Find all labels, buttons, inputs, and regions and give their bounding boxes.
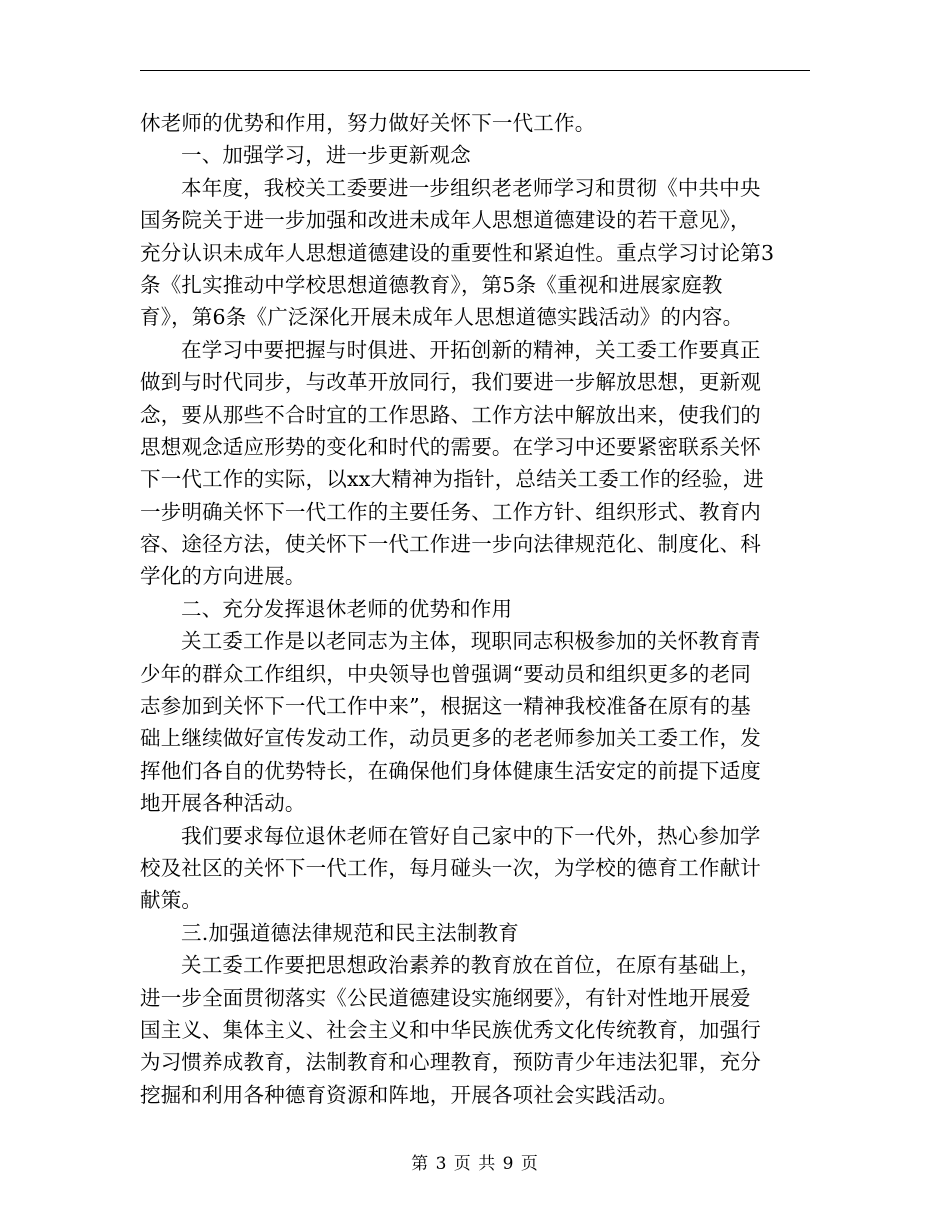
text-line: 充分认识未成年人思想道德建设的重要性和紧迫性。重点学习讨论第3 — [140, 240, 775, 265]
text-line: 下一代工作的实际，以xx大精神为指针，总结关工委工作的经验，进 — [140, 467, 764, 492]
text-line: 学化的方向进展。 — [140, 564, 306, 589]
text-line: 容、途径方法，使关怀下一代工作进一步向法律规范化、制度化、科 — [140, 532, 761, 557]
text-line: 础上继续做好宣传发动工作，动员更多的老老师参加关工委工作，发 — [140, 726, 761, 751]
text-line: 关工委工作是以老同志为主体，现职同志积极参加的关怀教育青 — [181, 629, 761, 654]
text-line: 一、加强学习，进一步更新观念 — [181, 143, 471, 168]
text-line: 本年度，我校关工委要进一步组织老老师学习和贯彻《中共中央 — [181, 175, 761, 200]
text-line: 三.加强道德法律规范和民主法制教育 — [181, 920, 519, 945]
text-line: 志参加到关怀下一代工作中来”，根据这一精神我校准备在原有的基 — [140, 694, 751, 719]
text-line: 休老师的优势和作用，努力做好关怀下一代工作。 — [140, 111, 596, 135]
text-line: 在学习中要把握与时俱进、开拓创新的精神，关工委工作要真正 — [181, 337, 761, 362]
text-line: 念，要从那些不合时宜的工作思路、工作方法中解放出来，使我们的 — [140, 402, 761, 427]
text-line: 挖掘和利用各种德育资源和阵地，开展各项社会实践活动。 — [140, 1082, 679, 1107]
text-line: 地开展各种活动。 — [140, 791, 306, 816]
text-line: 做到与时代同步，与改革开放同行，我们要进一步解放思想，更新观 — [140, 370, 761, 395]
text-line: 关工委工作要把思想政治素养的教育放在首位，在原有基础上， — [181, 953, 761, 978]
text-line: 国主义、集体主义、社会主义和中华民族优秀文化传统教育，加强行 — [140, 1017, 761, 1042]
text-line: 进一步全面贯彻落实《公民道德建设实施纲要》，有针对性地开展爱 — [140, 985, 751, 1010]
text-line: 条《扎实推动中学校思想道德教育》，第5条《重视和进展家庭教 — [140, 272, 723, 297]
text-line: 二、充分发挥退休老师的优势和作用 — [181, 596, 513, 621]
document-body — [140, 107, 810, 1111]
text-line: 校及社区的关怀下一代工作，每月碰头一次，为学校的德育工作献计 — [140, 855, 761, 880]
text-line: 挥他们各自的优势特长，在确保他们身体健康生活安定的前提下适度 — [140, 758, 761, 783]
page-footer: 第 3 页 共 9 页 — [411, 1154, 539, 1174]
text-line: 我们要求每位退休老师在管好自己家中的下一代外，热心参加学 — [181, 823, 761, 848]
header-rule — [140, 70, 810, 71]
text-line: 一步明确关怀下一代工作的主要任务、工作方针、组织形式、教育内 — [140, 499, 761, 524]
text-line: 国务院关于进一步加强和改进未成年人思想道德建设的若干意见》， — [140, 208, 751, 233]
text-line: 育》，第6条《广泛深化开展未成年人思想道德实践活动》的内容。 — [140, 305, 744, 330]
text-line: 少年的群众工作组织，中央领导也曾强调“要动员和组织更多的老同 — [140, 661, 751, 686]
text-line: 献策。 — [140, 888, 203, 913]
text-line: 思想观念适应形势的变化和时代的需要。在学习中还要紧密联系关怀 — [140, 434, 761, 459]
text-line: 为习惯养成教育，法制教育和心理教育，预防青少年违法犯罪，充分 — [140, 1050, 761, 1075]
